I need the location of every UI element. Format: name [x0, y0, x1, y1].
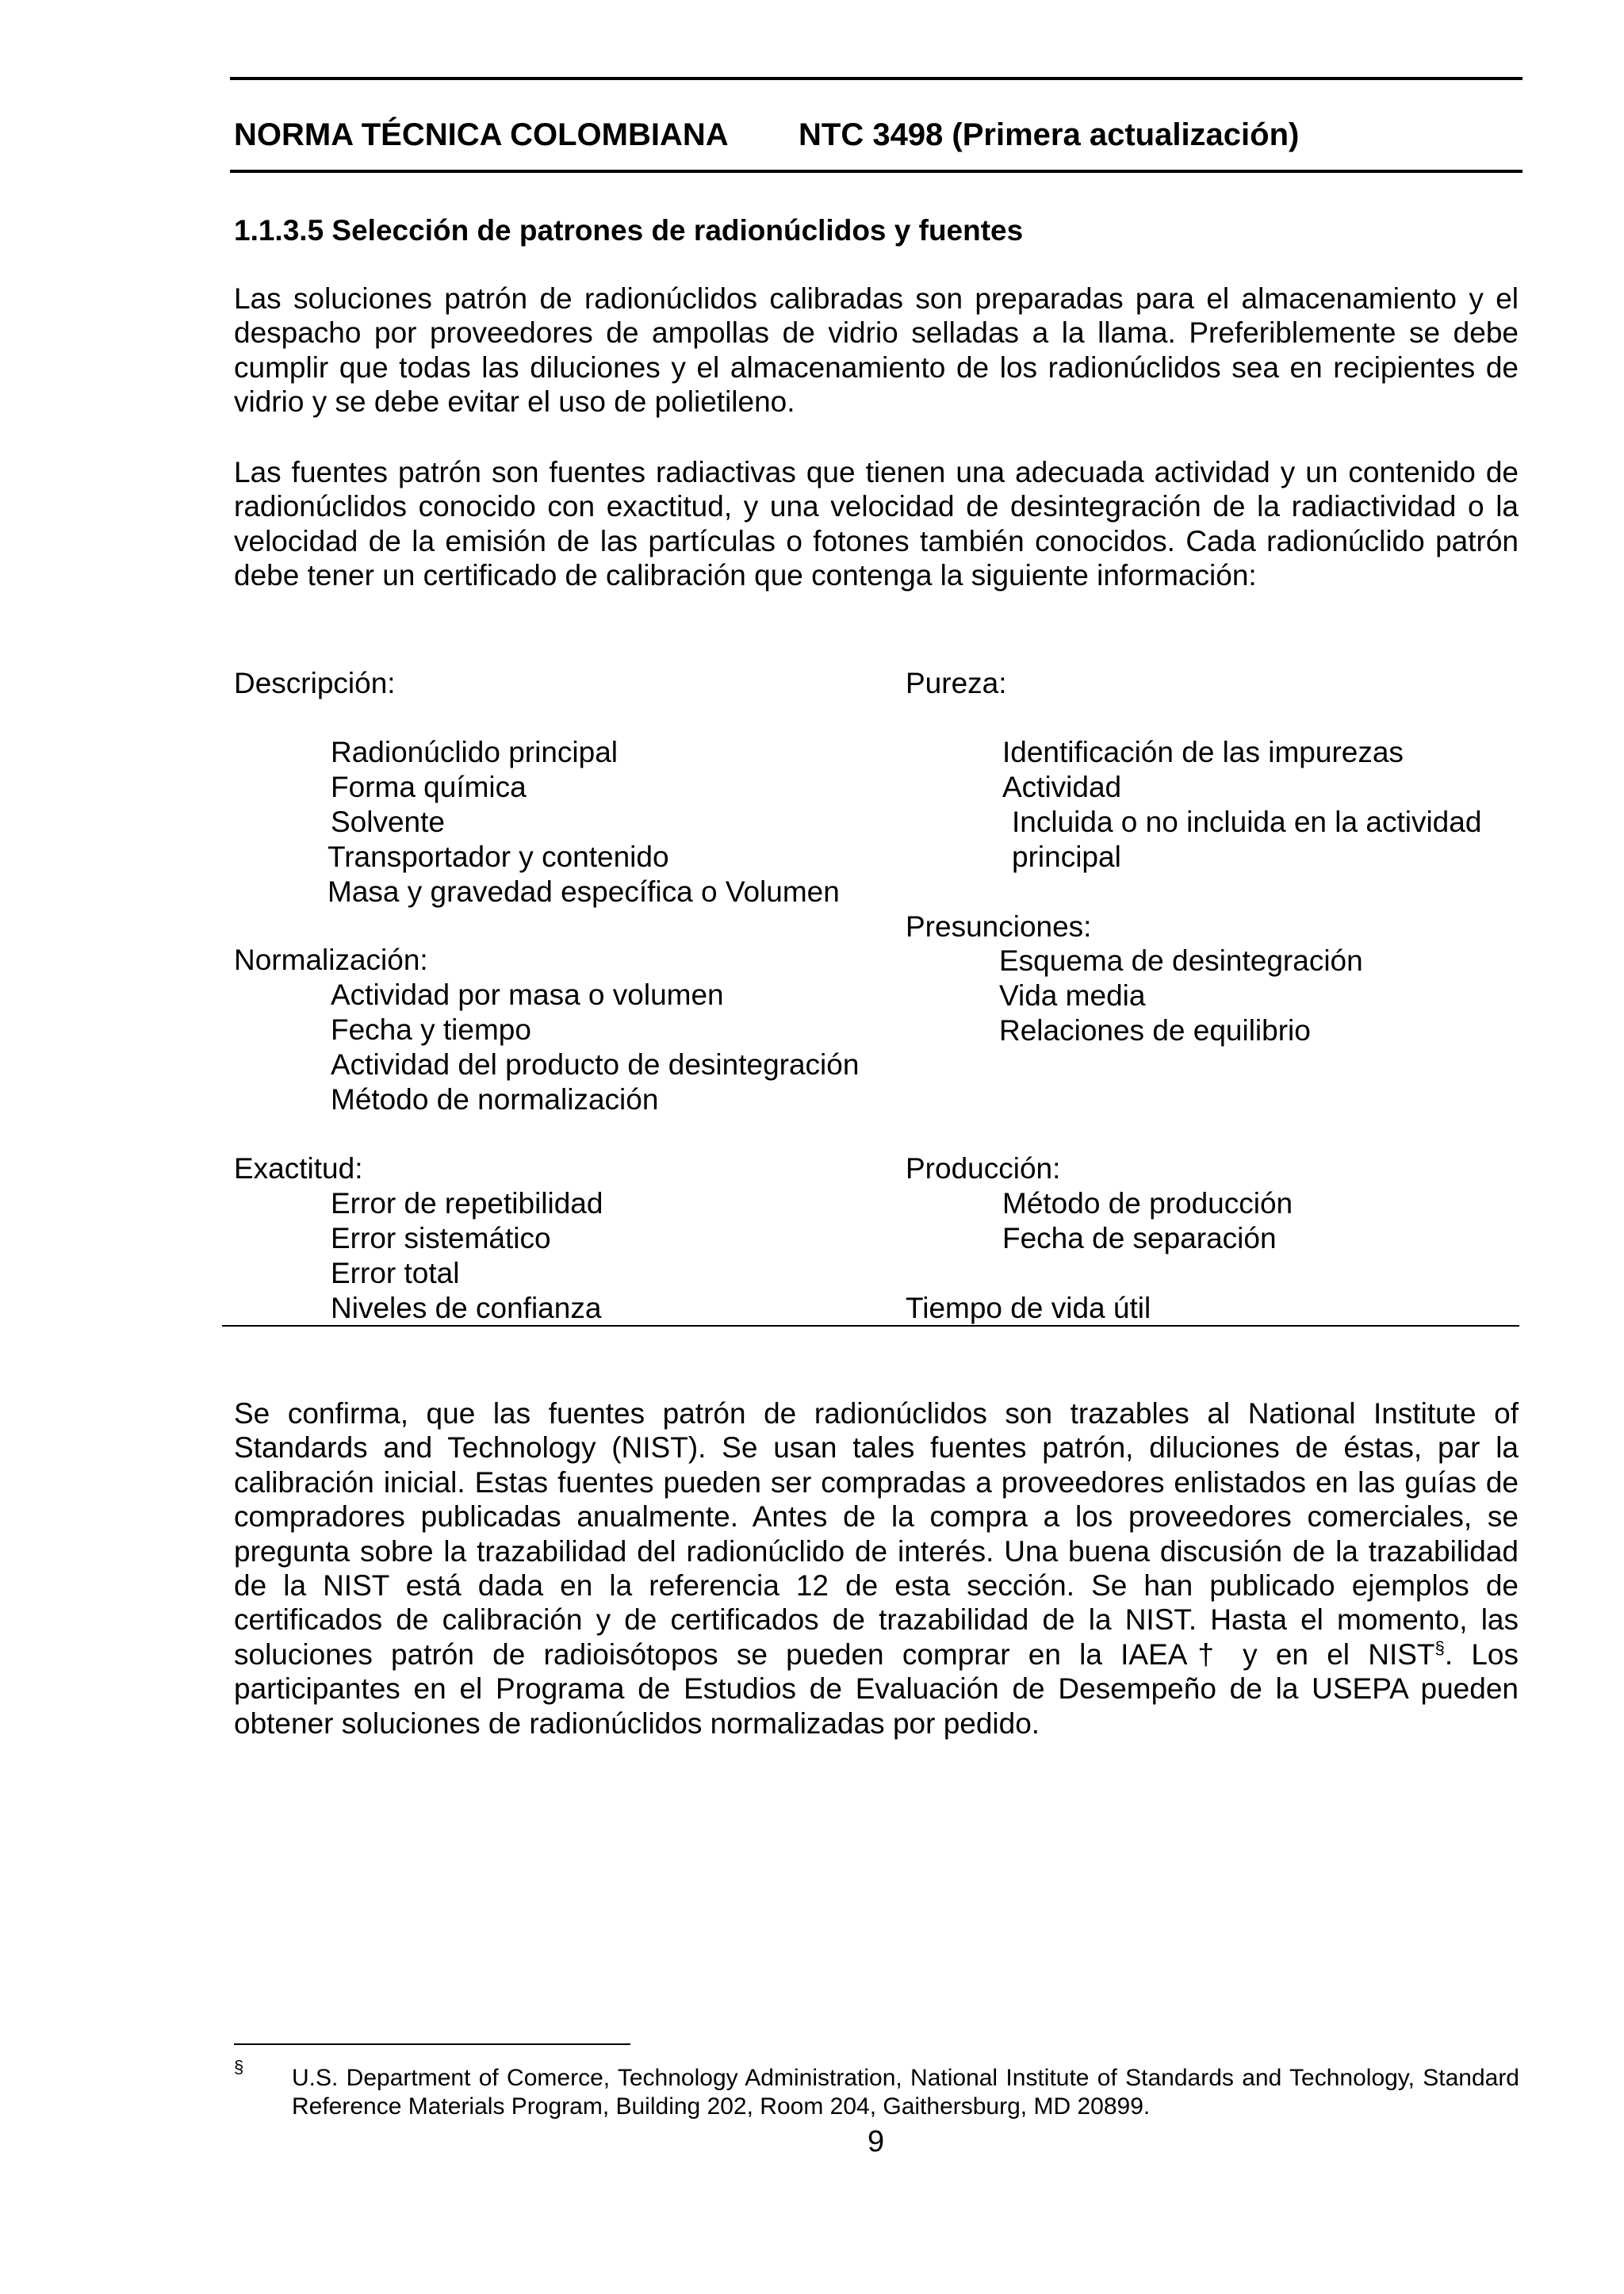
item-fecha-tiempo: Fecha y tiempo — [331, 1013, 531, 1046]
footnote-reference: § — [1434, 1637, 1445, 1658]
page-number: 9 — [868, 2125, 885, 2158]
item-esquema-desintegracion: Esquema de desintegración — [999, 944, 1363, 977]
item-forma-quimica: Forma química — [331, 771, 527, 803]
traceability-text-a: Se confirma, que las fuentes patrón de radionúclidos son trazables al National Institute of Standards and Technology (NIST). Se usan tales fuentes patrón, diluciones de éstas, par la calibración inicial. Estas fuentes pueden ser compradas a proveedores enlistados en las guías de compradores publicadas anualmente. Antes de la compra a los proveedores comerciales, se pregunta sobre la trazabilidad del radionúclido de interés. Una buena discusión de la trazabilidad de la NIST está dada en la referencia 12 de esta sección. Se han publicado ejemplos de certificados de calibración y de certificados de trazabilidad de la NIST. Hasta el momento, las soluciones patrón de radioisótopos se pueden comprar en la IAEA† y en el NIST — [234, 1397, 1519, 1671]
item-tiempo-vida-util: Tiempo de vida útil — [906, 1292, 1151, 1324]
heading-presunciones: Presunciones: — [906, 910, 1092, 943]
item-relaciones-equilibrio: Relaciones de equilibrio — [999, 1014, 1311, 1047]
item-incluida-actividad: Incluida o no incluida en la actividad — [1012, 806, 1482, 838]
item-error-sistematico: Error sistemático — [331, 1222, 551, 1254]
item-masa-gravedad: Masa y gravedad específica o Volumen — [327, 875, 840, 908]
header-standard-code: NTC 3498 (Primera actualización) — [799, 117, 1300, 152]
heading-pureza: Pureza: — [906, 667, 1007, 699]
item-identificacion-impurezas: Identificación de las impurezas — [1002, 736, 1404, 768]
item-vida-media: Vida media — [999, 979, 1146, 1012]
paragraph-traceability — [234, 1396, 1519, 1741]
item-metodo-produccion: Método de producción — [1002, 1187, 1293, 1220]
item-solvente: Solvente — [331, 806, 445, 838]
footnote-mark: § — [234, 2057, 244, 2077]
header-bottom-rule — [230, 170, 1522, 173]
item-principal: principal — [1012, 841, 1121, 873]
item-error-total: Error total — [331, 1257, 460, 1289]
item-actividad-masa: Actividad por masa o volumen — [331, 978, 724, 1011]
item-radionuclido-principal: Radionúclido principal — [331, 736, 618, 768]
item-transportador: Transportador y contenido — [327, 841, 669, 873]
header-standard-name: NORMA TÉCNICA COLOMBIANA — [234, 117, 729, 152]
heading-exactitud: Exactitud: — [234, 1152, 363, 1185]
section-title: 1.1.3.5 Selección de patrones de radionúclidos y fuentes — [234, 214, 1024, 247]
footnote-text: U.S. Department of Comerce, Technology Administration, National Institute of Standards and Technology, Standard Reference Materials Program, Building 202, Room 204, Gaithersburg, MD 20899. — [292, 2065, 1519, 2120]
item-metodo-normalizacion: Método de normalización — [331, 1083, 659, 1116]
heading-produccion: Producción: — [906, 1152, 1061, 1185]
footnote-separator — [234, 2043, 630, 2045]
item-actividad: Actividad — [1002, 771, 1122, 803]
item-error-repetibilidad: Error de repetibilidad — [331, 1187, 603, 1220]
paragraph-sources: Las fuentes patrón son fuentes radiactivas que tienen una adecuada actividad y un contenido de radionúclidos conocido con exactitud, y una velocidad de desintegración de la radiactividad o la velocidad de la emisión de las partículas o fotones también conocidos. Cada radionúclido patrón debe tener un certificado de calibración que contenga la siguiente información: — [234, 456, 1519, 592]
paragraph-solutions: Las soluciones patrón de radionúclidos calibradas son preparadas para el almacenamiento y el despacho por proveedores de ampollas de vidrio selladas a la llama. Preferiblemente se debe cumplir que todas las diluciones y el almacenamiento de los radionúclidos sea en recipientes de vidrio y se debe evitar el uso de polietileno. — [234, 282, 1519, 419]
heading-normalizacion: Normalización: — [234, 944, 428, 976]
heading-descripcion: Descripción: — [234, 667, 396, 699]
traceability-text-b: . Los participantes en el Programa de Estudios de Evaluación de Desempeño de la USEPA pueden obtener soluciones de radionúclidos normalizadas por pedido. — [234, 1637, 1519, 1740]
header-top-rule — [230, 77, 1522, 80]
item-niveles-confianza: Niveles de confianza — [331, 1292, 602, 1324]
item-fecha-separacion: Fecha de separación — [1002, 1222, 1277, 1254]
item-actividad-producto: Actividad del producto de desintegración — [331, 1048, 860, 1081]
cert-info-bottom-rule — [222, 1325, 1519, 1327]
